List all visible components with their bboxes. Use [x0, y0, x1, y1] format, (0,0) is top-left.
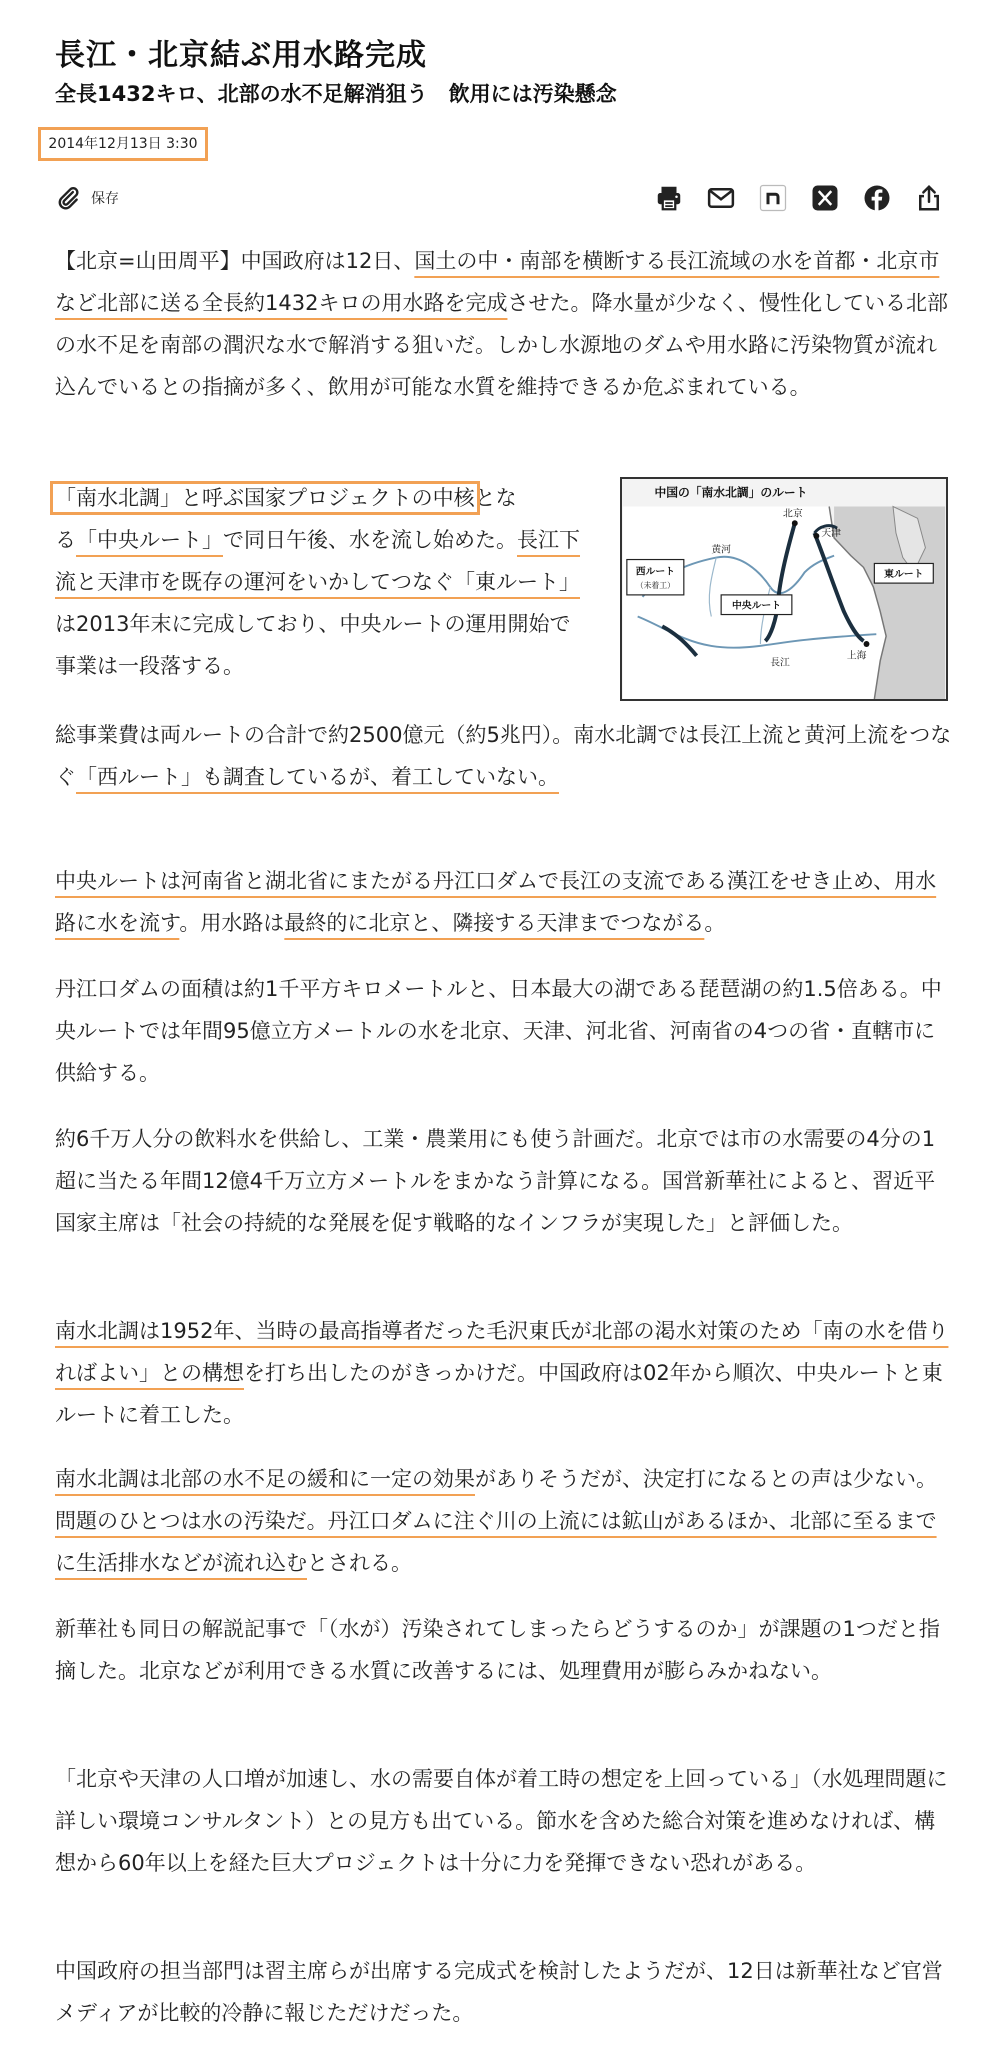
x-share-button[interactable]	[809, 182, 841, 214]
share-button[interactable]	[913, 182, 945, 214]
print-icon	[654, 183, 684, 213]
p2-text-c: る	[55, 528, 76, 552]
n-icon	[758, 183, 788, 213]
facebook-share-button[interactable]	[861, 182, 893, 214]
paragraph-5: 丹江口ダムの面積は約1千平方キロメートルと、日本最大の湖である琵琶湖の約1.5倍ある。中央ルートでは年間95億立方メートルの水を北京、天津、河北省、河南省の4つの省・直轄市に供給する。	[55, 977, 942, 1085]
p4-highlight-c: 最終的に北京と、隣接する天津までつながる	[284, 911, 705, 935]
p2-boxed: 「南水北調」と呼ぶ国家プロジェクトの中核	[55, 486, 475, 510]
print-button[interactable]	[653, 182, 685, 214]
map-label-shanghai: 上海	[846, 650, 867, 662]
paragraph-11: 中国政府の担当部門は習主席らが出席する完成式を検討したようだが、12日は新華社など官営メディアが比較的冷静に報じただけだった。	[55, 1959, 943, 2025]
map-title: 中国の「南水北調」のルート	[654, 485, 808, 500]
p3-west-route: 「西ルート」も調査しているが、着工していない。	[76, 765, 559, 789]
map-label-beijing: 北京	[783, 508, 803, 520]
map-label-west-status: （未着工）	[635, 581, 675, 591]
paragraph-2	[55, 477, 590, 687]
paragraph-6: 約6千万人分の飲料水を供給し、工業・農業用にも使う計画だ。北京では市の水需要の4分の1超に当たる年間12億4千万立方メートルをまかなう計算になる。国営新華社によると、習近平国家主席は「社会の持続的な発展を促す戦略的なインフラが実現した」と評価した。	[55, 1127, 936, 1235]
share-toolbar	[653, 182, 945, 214]
paragraph-8	[55, 1458, 955, 1584]
p4-text-b: 。用水路は	[179, 911, 285, 935]
article-subtitle: 全長1432キロ、北部の水不足解消狙う 飲用には汚染懸念	[55, 82, 617, 106]
article-date: 2014年12月13日 3:30	[38, 127, 208, 161]
map-label-yangtze: 長江	[770, 657, 790, 669]
map-label-tianjin: 天津	[821, 527, 841, 539]
p4-highlight-a: 中央ルートは河南省と湖北省にまたがる丹江口ダムで長江の支流である漢江をせき止め、用水路に水を流す	[55, 869, 937, 935]
p1-highlight: 国土の中・南部を横断する長江流域の水を首都・北京市など北部に送る全長約1432キロの用水路を完成	[55, 249, 940, 315]
paragraph-10: 「北京や天津の人口増が加速し、水の需要自体が着工時の想定を上回っている」（水処理問題に詳しい環境コンサルタント）との見方も出ている。節水を含めた総合対策を進めなければ、構想から60年以上を経た巨大プロジェクトは十分に力を発揮できない恐れがある。	[55, 1767, 948, 1875]
article-title: 長江・北京結ぶ用水路完成	[55, 38, 427, 73]
paragraph-3	[55, 714, 955, 798]
p2-text-b: とな	[474, 486, 517, 510]
share-icon	[914, 183, 944, 213]
paragraph-9: 新華社も同日の解説記事で「（水が）汚染されてしまったらどうするのか」が課題の1つだと指摘した。北京などが利用できる水質に改善するには、処理費用が膨らみかねない。	[55, 1617, 940, 1683]
p2-east-route: 長江下流と天津市を既存の運河をいかしてつなぐ「東ルート」	[55, 528, 580, 594]
x-icon	[810, 183, 840, 213]
p1-lead: 【北京=山田周平】中国政府は12日、	[55, 249, 415, 273]
p8-highlight-c: 問題のひとつは水の汚染だ。丹江口ダムに注ぐ川の上流には鉱山があるほか、北部に至るまでに生活排水などが流れ込む	[55, 1509, 937, 1575]
paperclip-icon	[55, 185, 81, 211]
route-map	[622, 479, 946, 699]
p2-text-e: で同日午後、水を流し始めた。	[223, 528, 517, 552]
p3-text-a: 総事業費は両ルートの合計で約2500億元（約5兆円）。南水北調では長江上流と黄河上流をつなぐ	[55, 723, 952, 789]
mail-icon	[706, 183, 736, 213]
p2-text-g: は2013年末に完成しており、中央ルートの運用開始で事業は一段落する。	[55, 612, 571, 678]
p1-rest: させた。降水量が少なく、慢性化している北部の水不足を南部の潤沢な水で解消する狙いだ。しかし水源地のダムや用水路に汚染物質が流れ込んでいるとの指摘が多く、飲用が可能な水質を維持できるか危ぶまれている。	[55, 291, 949, 399]
p4-text-d: 。	[704, 911, 726, 935]
map-label-yellow-river: 黄河	[711, 544, 731, 556]
article-toolbar	[55, 180, 945, 216]
n-button[interactable]	[757, 182, 789, 214]
map-label-east-route: 東ルート	[884, 569, 924, 581]
p2-central-route: 「中央ルート」	[76, 528, 223, 552]
paragraph-1	[55, 240, 955, 408]
p7-highlight: 南水北調は1952年、当時の最高指導者だった毛沢東氏が北部の渇水対策のため「南の水を借りればよい」との構想	[55, 1319, 949, 1385]
save-label: 保存	[91, 191, 119, 207]
save-button[interactable]	[55, 180, 119, 216]
p8-text-d: とされる。	[307, 1551, 412, 1575]
p8-text-b: がありそうだが、決定打になるとの声は少ない。	[475, 1467, 937, 1491]
facebook-icon	[862, 183, 892, 213]
map-label-west-route: 西ルート	[635, 566, 675, 578]
map-label-central-route: 中央ルート	[731, 600, 782, 612]
route-map-figure	[620, 477, 948, 701]
p7-text-b: を打ち出したのがきっかけだ。中国政府は02年から順次、中央ルートと東ルートに着工した。	[55, 1361, 943, 1427]
p8-highlight-a: 南水北調は北部の水不足の緩和に一定の効果	[55, 1467, 475, 1491]
mail-button[interactable]	[705, 182, 737, 214]
paragraph-7	[55, 1310, 955, 1436]
paragraph-4	[55, 860, 955, 944]
